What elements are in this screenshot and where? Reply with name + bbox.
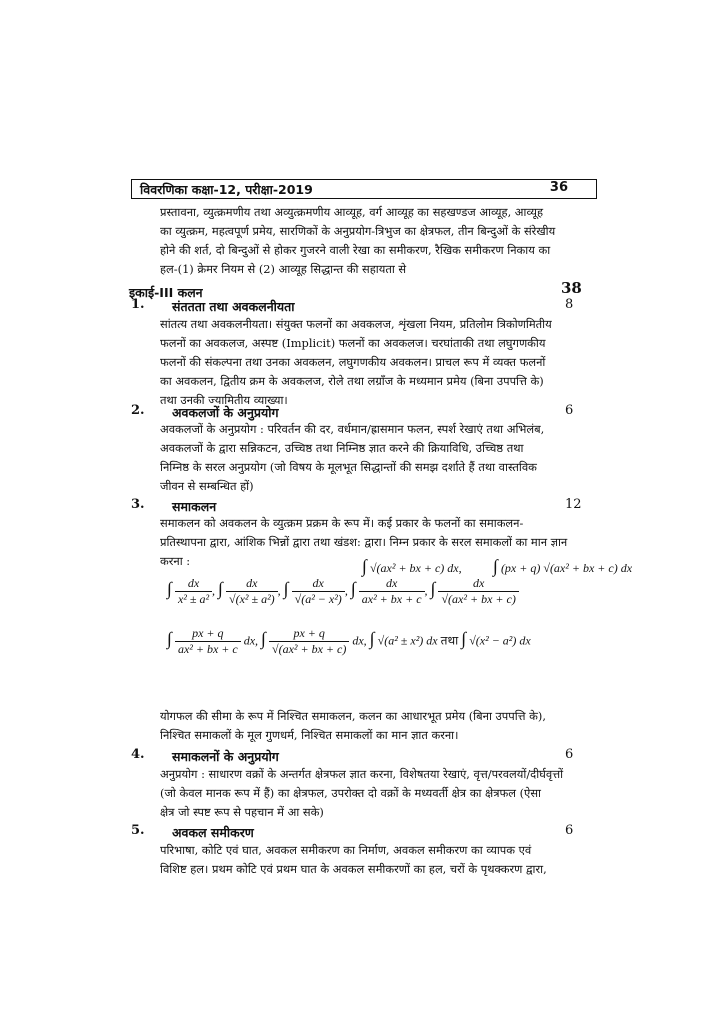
section-body [160,315,600,410]
header-title: विवरणिका कक्षा-12, परीक्षा-2019 [140,182,313,197]
integral-sign-icon: ∫ [369,628,375,649]
math-expression: (px + q) √(ax² + bx + c) dx [500,561,633,575]
text-line: प्रस्तावना, व्युत्क्रमणीय तथा अव्युत्क्रमणीय आव्यूह, वर्ग आव्यूह का सहखण्डज आव्यूह, आव्यूह [160,205,544,219]
text-line: करना : [160,554,191,568]
section-title: अवकलजों के अनुप्रयोग [172,405,279,420]
integral-sign-icon: ∫ [493,556,498,576]
math-denominator: ax² + bx + c [177,642,238,656]
text-line: अवकलजों के अनुप्रयोग : परिवर्तन की दर, वर्धमान/ह्रासमान फलन, स्पर्श रेखाएं तथा अभिलंब, [160,422,545,436]
text-line: निश्चित समाकलों के मूल गुणधर्म, निश्चित समाकलों का मान ज्ञात करना। [160,728,459,742]
math-fraction [175,626,241,657]
text-line: समाकलन को अवकलन के व्युत्क्रम प्रक्रम के रूप में। कई प्रकार के फलनों का समाकलन- [160,516,524,530]
text-line: प्रतिस्थापना द्वारा, आंशिक भिन्नों द्वारा तथा खंडश: द्वारा। निम्न प्रकार के सरल समाकलों का मान ज्ञान [160,535,568,549]
section-number: 2. [131,403,145,418]
integral-sign-icon: ∫ [167,628,172,649]
text-line: का व्युत्क्रम, महत्वपूर्ण प्रमेय, सारणिकों के अनुप्रयोग-त्रिभुज का क्षेत्रफल, तीन बिन्दुओं के संरेखीय [160,224,556,238]
section-number: 3. [131,497,145,512]
section-marks: 12 [565,497,582,512]
section-marks: 6 [565,403,574,418]
section-marks: 6 [565,823,574,838]
math-differential: dx, [243,633,259,648]
math-fraction [438,576,518,607]
section-title: संततता तथा अवकलनीयता [172,299,295,314]
math-denominator: √(ax² + bx + c) [271,642,347,656]
math-denominator: √(a² − x²) [294,592,342,606]
integral-sign-icon: ∫ [218,578,223,599]
integral-sign-icon: ∫ [362,556,367,576]
math-fraction [269,626,349,657]
text-line: सांतत्य तथा अवकलनीयता। संयुक्त फलनों का अवकलज, शृंखला नियम, प्रतिलोम त्रिकोणमितीय [160,317,552,331]
math-numerator: dx [359,576,425,592]
text-line: हल-(1) क्रेमर नियम से (2) आव्यूह सिद्धान्त की सहायता से [160,262,407,276]
section-marks: 6 [565,747,574,762]
section-title: समाकलनों के अनुप्रयोग [172,749,279,764]
math-denominator: √(ax² + bx + c) [441,592,516,606]
math-fraction [359,576,425,607]
section-title: अवकल समीकरण [172,825,254,840]
section-title: समाकलन [172,499,217,514]
page-header [131,179,597,199]
math-numerator: dx [226,576,278,592]
section-body [160,420,600,496]
math-denominator: x² ± a² [177,592,210,606]
text-line: (जो केवल मानक रूप में हैं) का क्षेत्रफल, उपरोक्त दो वक्रों के मध्यवर्ती क्षेत्र का क्षेत्रफल (ऐसा [160,786,541,800]
text-line: योगफल की सीमा के रूप में निश्चित समाकलन, कलन का आधारभूत प्रमेय (बिना उपपत्ति के), [160,709,546,723]
text-line: अवकलजों के द्वारा सन्निकटन, उच्चिष्ठ तथा निम्निष्ठ ज्ञात करने की क्रियाविधि, उच्चिष्ठ तथा [160,441,524,455]
integral-sign-icon: ∫ [350,578,356,599]
text-line: फलनों की संकल्पना तथा उनका अवकलन, लघुगणकीय अवकलन। प्राचल रूप में व्यक्त फलनों [160,355,546,369]
integral-sign-icon: ∫ [167,578,172,599]
intro-paragraph [160,203,600,279]
math-integral-row2 [167,626,531,657]
math-denominator: ax² + bx + c [361,592,422,606]
math-numerator: dx [438,576,518,592]
text-line: फलनों का अवकलज, अस्पष्ट (Implicit) फलनों का अवकलज। चरघांताकी तथा लघुगणकीय [160,336,546,350]
section-number: 1. [131,297,145,312]
math-conjunction: तथा [440,633,459,648]
math-fraction [226,576,278,607]
section-body-continued [160,707,600,745]
text-line: अनुप्रयोग : साधारण वक्रों के अन्तर्गत क्षेत्रफल ज्ञात करना, विशेषतया रेखाएं, वृत्त/परवलयों/दीर्घवृत्तों [160,767,564,781]
section-number: 5. [131,823,145,838]
unit-title: इकाई-III कलन [129,285,203,300]
math-integral-top-b [493,556,632,577]
integral-sign-icon: ∫ [461,628,467,649]
math-integral-row1: ∫ $\frac{dx}{\text{x² ± a²}}$ , ∫ $\frac{dx}{\text{√(x² ± a²)}}$ , ∫ $\frac{dx}{\text{√(a² − x²)}}$ , ∫ $\frac{dx}{\text{ax² + bx + c}}$ , ∫ $\frac{dx}{\text{√(ax² + bx + c)}}$ [167,576,519,607]
integral-sign-icon: ∫ [261,628,266,649]
math-expression: √(x² − a²) dx [469,633,531,648]
section-body [160,765,600,822]
math-fraction [292,576,345,607]
text-line: विशिष्ट हल। प्रथम कोटि एवं प्रथम घात के अवकल समीकरणों का हल, चरों के पृथक्करण द्वारा, [160,862,547,876]
math-expression: √(ax² + bx + c) dx, [369,561,462,575]
math-expression: √(a² ± x²) dx [377,633,438,648]
text-line: क्षेत्र जो स्पष्ट रूप से पहचान में आ सके) [160,805,324,819]
integral-sign-icon: ∫ [430,578,436,599]
page-number: 36 [549,180,568,195]
section-body [160,841,600,879]
text-line: परिभाषा, कोटि एवं घात, अवकल समीकरण का निर्माण, अवकल समीकरण का व्यापक एवं [160,843,532,857]
math-numerator: dx [292,576,345,592]
unit-marks: 38 [561,279,582,297]
section-number: 4. [131,747,145,762]
math-numerator: px + q [269,626,349,642]
integral-sign-icon: ∫ [283,578,289,599]
math-differential: dx, [352,633,367,648]
text-line: होने की शर्त, दो बिन्दुओं से होकर गुजरने वाली रेखा का समीकरण, रैखिक समीकरण निकाय का [160,243,551,257]
math-numerator: dx [175,576,212,592]
math-denominator: √(x² ± a²) [228,592,275,606]
text-line: जीवन से सम्बन्धित हों) [160,479,254,493]
text-line: का अवकलन, द्वितीय क्रम के अवकलज, रोले तथा लग्राँज के मध्यमान प्रमेय (बिना उपपत्ति के) [160,374,544,388]
math-numerator: px + q [175,626,241,642]
math-integral-top-a [362,556,462,577]
section-marks: 8 [565,297,574,312]
text-line: तथा उनकी ज्यामितीय व्याख्या। [160,393,288,407]
text-line: निम्निष्ठ के सरल अनुप्रयोग (जो विषय के मूलभूत सिद्धान्तों की समझ दर्शाते हैं तथा वास्तविक [160,460,537,474]
math-fraction [175,576,212,607]
